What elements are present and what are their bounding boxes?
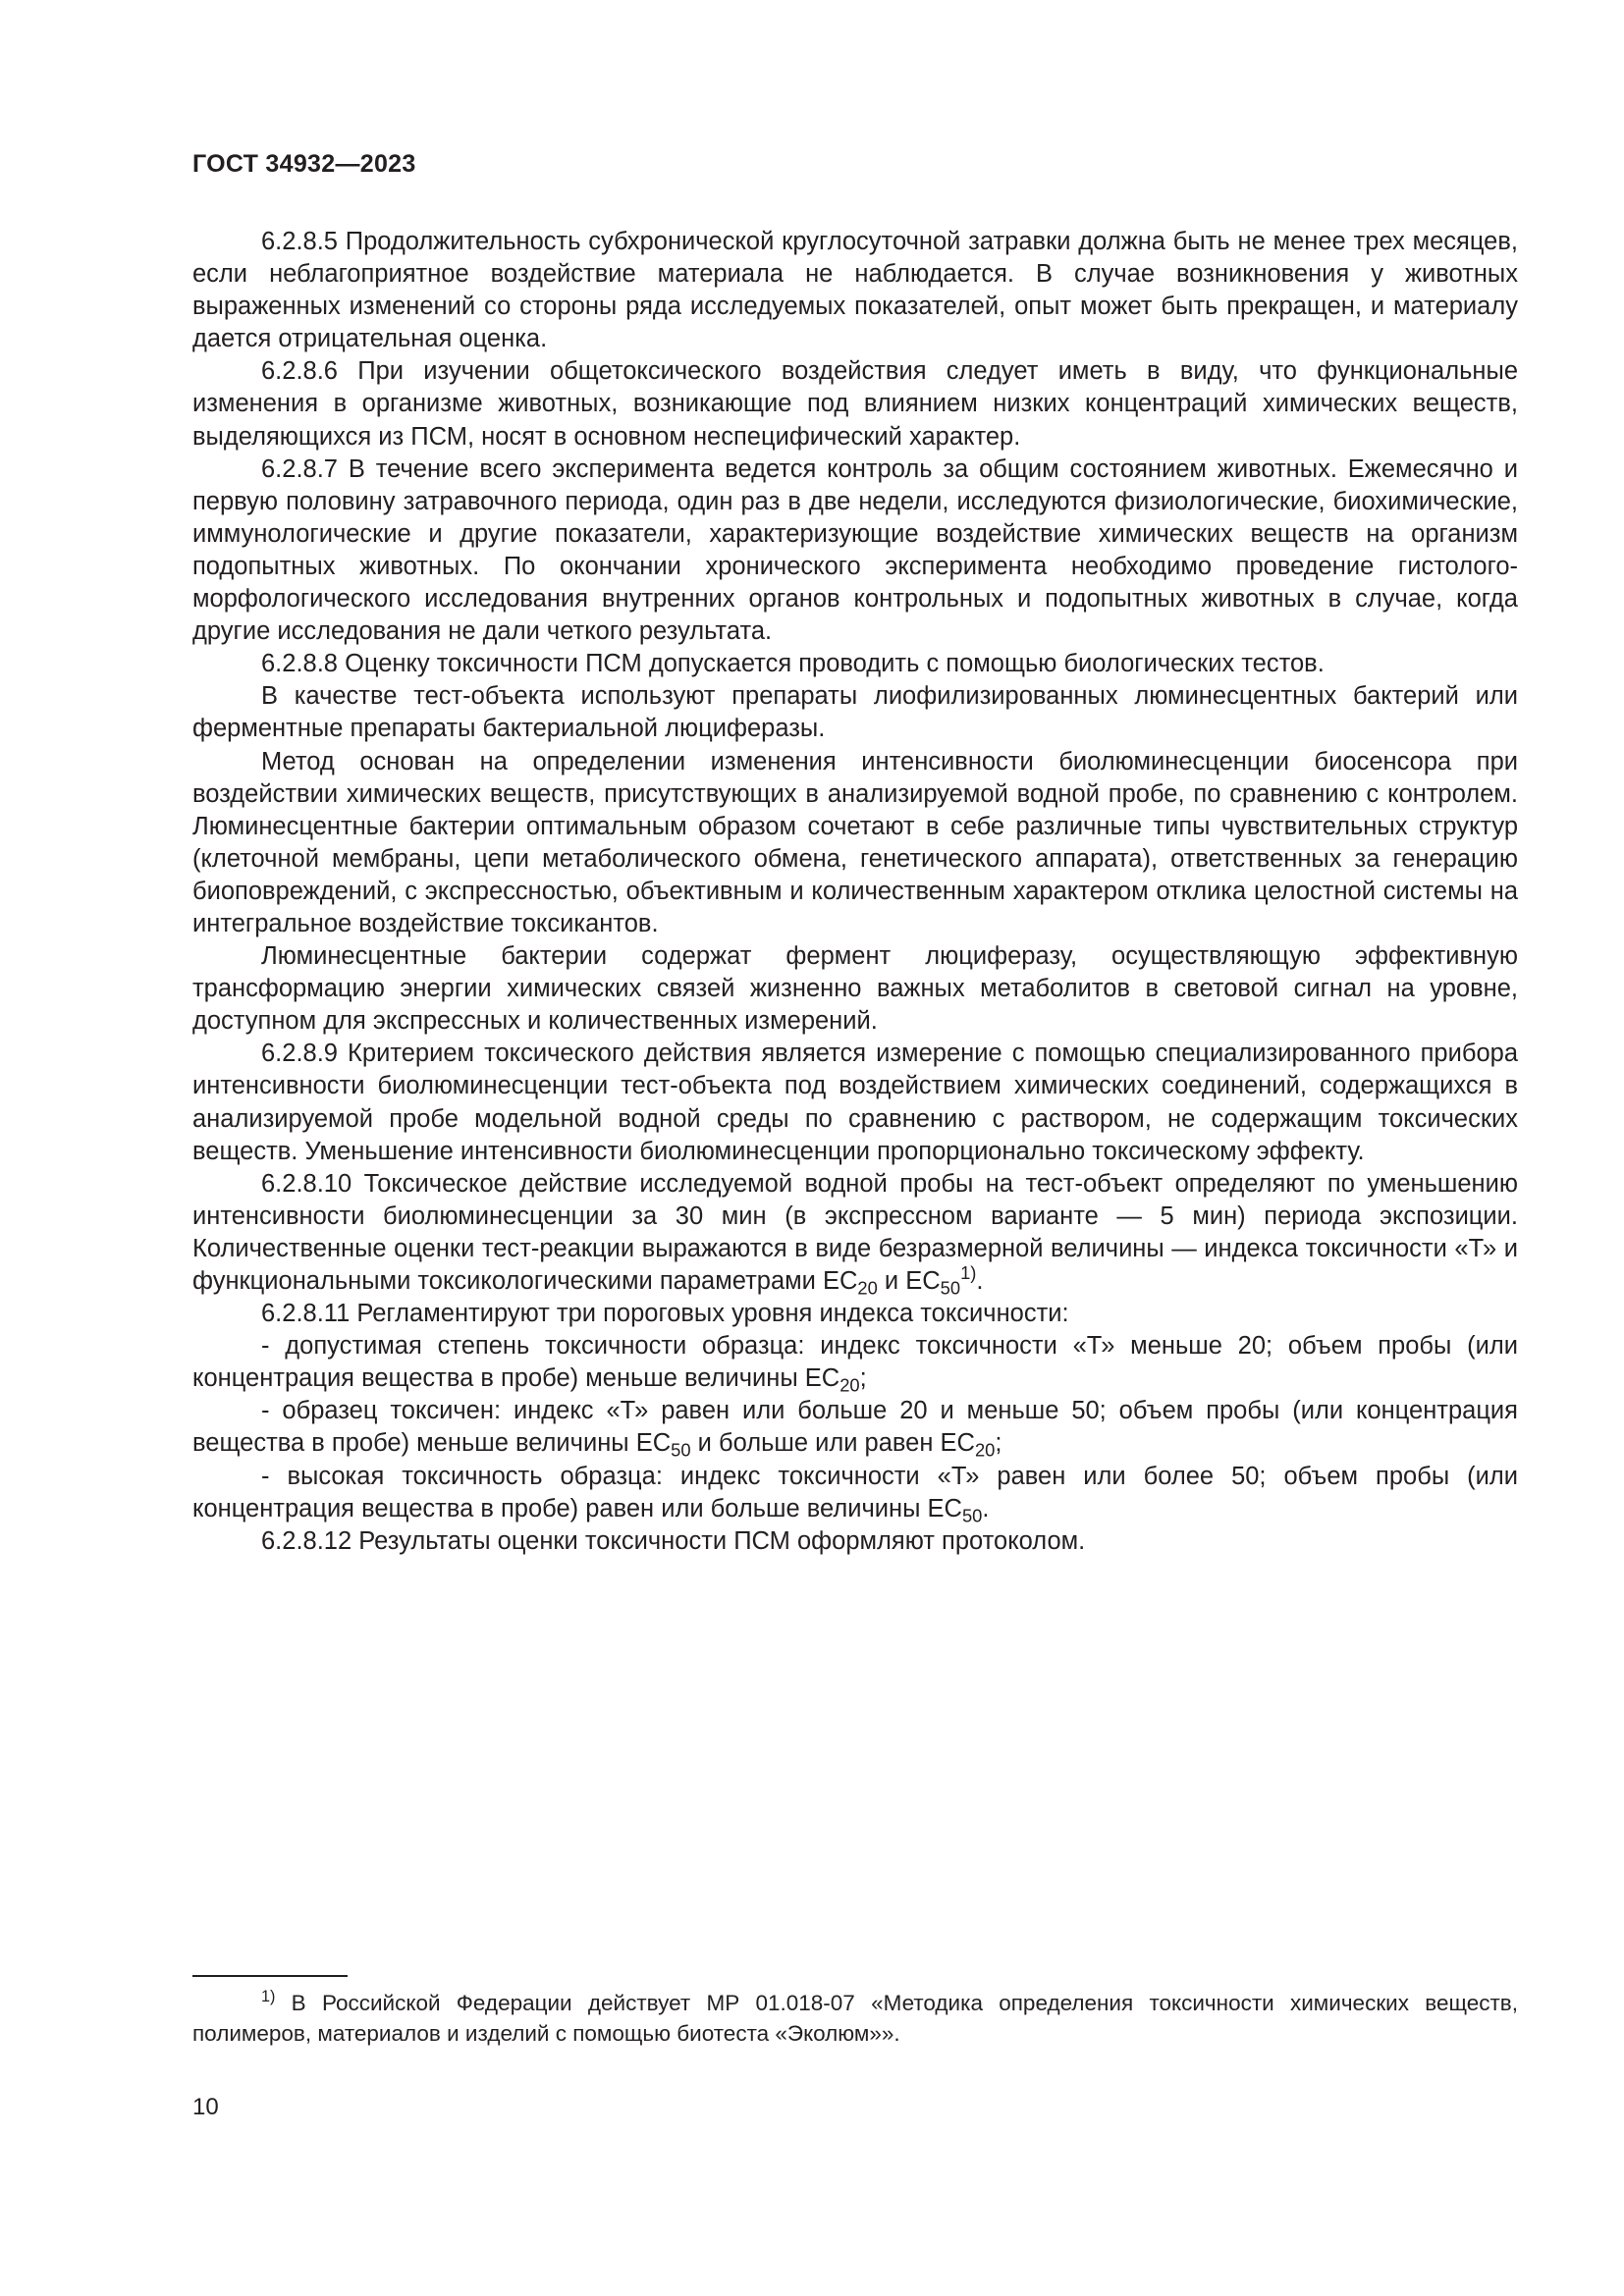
paragraph: 6.2.8.8 Оценку токсичности ПСМ допускается проводить с помощью биологических тестов. bbox=[261, 650, 1325, 678]
footnote-ref[interactable]: 1) bbox=[960, 1261, 977, 1283]
paragraph: 6.2.8.6 При изучении общетоксического воздействия следует иметь в виду, что функциональные изменения в организме животных, возникающие под влиянием низких концентраций химических веществ, выделяющихся из ПСМ, носят в основном неспецифический характер. bbox=[192, 357, 1518, 451]
subscript: 50 bbox=[961, 1505, 983, 1526]
paragraph: Люминесцентные бактерии содержат фермент люциферазу, осуществляющую эффективную трансформацию энергии химических связей жизненно важных метаболитов в световой сигнал на уровне, доступном для экспрессных и количественных измерений. bbox=[192, 942, 1518, 1036]
page-number: 10 bbox=[192, 2094, 219, 2120]
subscript: 50 bbox=[671, 1439, 691, 1461]
paragraph: 6.2.8.11 Регламентируют три пороговых уровня индекса токсичности: bbox=[261, 1300, 1069, 1328]
list-item-text: и больше или равен EC bbox=[690, 1429, 975, 1458]
paragraph-text: 6.2.8.10 Токсическое действие исследуемой водной пробы на тест-объект определяют по уменьшению интенсивности биолюминесценции за 30 мин (в экспрессном варианте — 5 мин) периода экспозиции. Количественные оценки тест-реакции выражаются в виде безразмерной величины — индекса токсичности «Т» и функциональными токсикологическими параметрами EC bbox=[192, 1169, 1518, 1295]
list-item-text: - образец токсичен: индекс «Т» равен или больше 20 и меньше 50; объем пробы (или концентрация вещества в пробе) меньше величины EC bbox=[192, 1397, 1518, 1458]
list-item-text: ; bbox=[995, 1429, 1002, 1458]
paragraph: 6.2.8.12 Результаты оценки токсичности ПСМ оформляют протоколом. bbox=[261, 1526, 1086, 1555]
subscript: 50 bbox=[940, 1277, 961, 1299]
footnote bbox=[192, 1988, 1518, 2049]
subscript: 20 bbox=[974, 1439, 996, 1461]
document-body bbox=[192, 226, 1518, 1558]
list-item-text: - допустимая степень токсичности образца: индекс токсичности «Т» меньше 20; объем пробы (или концентрация вещества в пробе) меньше величины EC bbox=[192, 1332, 1518, 1393]
paragraph: Метод основан на определении изменения интенсивности биолюминесценции биосенсора при воздействии химических веществ, присутствующих в анализируемой водной пробе, по сравнению с контролем. Люминесцентные бактерии оптимальным образом сочетают в себе различные типы чувствительных структур (клеточной мембраны, цепи метаболического обмена, генетического аппарата), ответственных за генерацию биоповреждений, с экспрессностью, объективным и количественным характером отклика целостной системы на интегральное воздействие токсикантов. bbox=[192, 747, 1518, 937]
paragraph: 6.2.8.9 Критерием токсического действия является измерение с помощью специализированного прибора интенсивности биолюминесценции тест-объекта под воздействием химических соединений, содержащихся в анализируемой пробе модельной водной среды по сравнению с раствором, не содержащим токсических веществ. Уменьшение интенсивности биолюминесценции пропорционально токсическому эффекту. bbox=[192, 1040, 1518, 1165]
list-item bbox=[192, 1330, 1518, 1395]
list-item bbox=[192, 1395, 1518, 1460]
paragraph: В качестве тест-объекта используют препараты лиофилизированных люминесцентных бактерий или ферментные препараты бактериальной люциферазы. bbox=[192, 682, 1518, 743]
paragraph-text: . bbox=[976, 1267, 984, 1295]
list-item-text: ; bbox=[859, 1364, 867, 1393]
footnote-divider bbox=[192, 1975, 348, 1977]
footnote-text: В Российской Федерации действует МР 01.018-07 «Методика определения токсичности химических веществ, полимеров, материалов и изделий с помощью биотеста «Эколюм»». bbox=[192, 1991, 1518, 2046]
paragraph-text: и EC bbox=[877, 1267, 941, 1295]
list-item-text: . bbox=[982, 1494, 990, 1522]
paragraph: 6.2.8.7 В течение всего эксперимента ведется контроль за общим состоянием животных. Ежемесячно и первую половину затравочного периода, один раз в две недели, исследуются физиологические, биохимические, иммунологические и другие показатели, характеризующие воздействие химических веществ на организм подопытных животных. По окончании хронического эксперимента необходимо проведение гистолого-морфологического исследования внутренних органов контрольных и подопытных животных в случае, когда другие исследования не дали четкого результата. bbox=[192, 454, 1518, 646]
document-header: ГОСТ 34932—2023 bbox=[192, 150, 416, 178]
list-item-text: - высокая токсичность образца: индекс токсичности «Т» равен или более 50; объем пробы (или концентрация вещества в пробе) равен или больше величины EC bbox=[192, 1462, 1518, 1522]
subscript: 20 bbox=[839, 1374, 860, 1396]
paragraph bbox=[192, 1168, 1518, 1298]
paragraph: 6.2.8.5 Продолжительность субхронической круглосуточной затравки должна быть не менее трех месяцев, если неблагоприятное воздействие материала не наблюдается. В случае возникновения у животных выраженных изменений со стороны ряда исследуемых показателей, опыт может быть прекращен, и материалу дается отрицательная оценка. bbox=[192, 228, 1518, 353]
subscript: 20 bbox=[857, 1277, 878, 1299]
list-item bbox=[192, 1461, 1518, 1525]
footnote-marker: 1) bbox=[261, 1988, 276, 2006]
